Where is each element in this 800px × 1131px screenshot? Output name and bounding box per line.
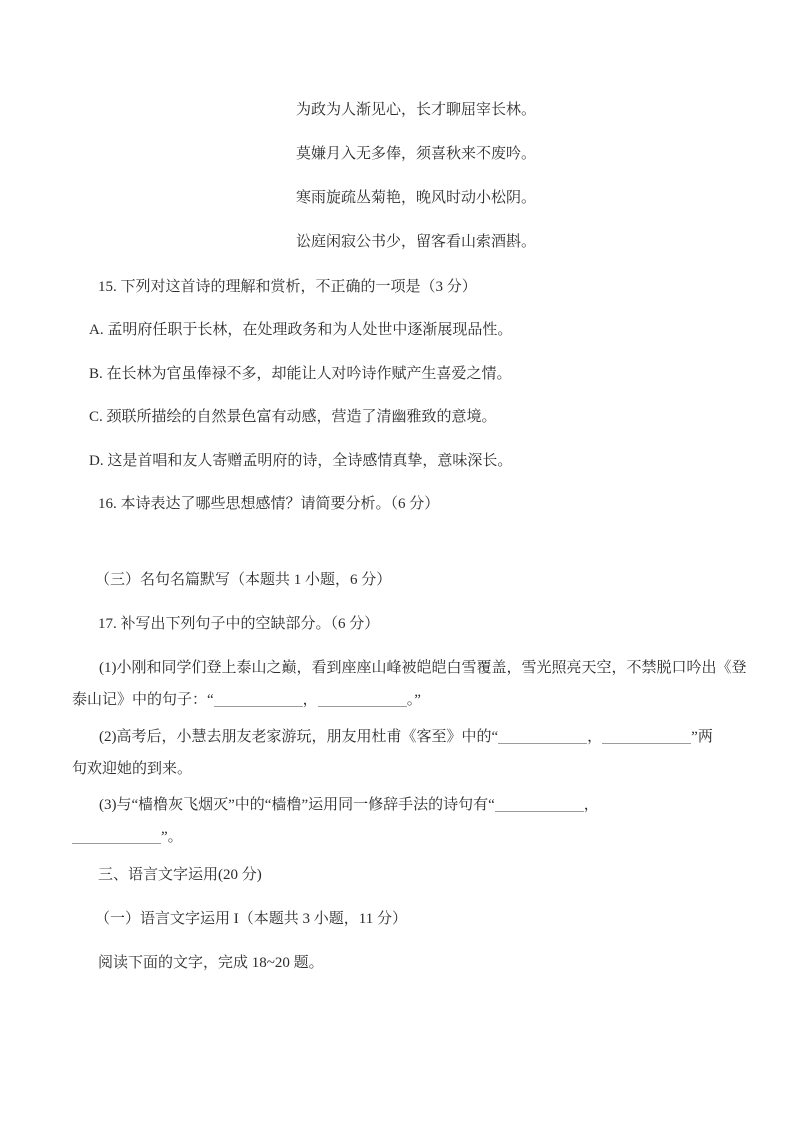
answer-blank [214,705,303,707]
question-16: 16. 本诗表达了哪些思想感情？请简要分析。（6 分） [98,496,440,512]
answer-blank [498,742,587,744]
poem-line-2: 莫嫌月入无多俸，须喜秋来不废吟。 [295,146,536,162]
poem-line-3: 寒雨旋疏丛菊艳，晚风时动小松阴。 [295,190,536,206]
subsection-yuyan-wenzi-1: （一）语言文字运用 I（本题共 3 小题，11 分） [95,911,407,927]
answer-blank [318,705,407,707]
question-15: 15. 下列对这首诗的理解和赏析，不正确的一项是（3 分） [98,279,477,295]
poem-line-1: 为政为人渐见心，长才聊屈宰长林。 [295,102,536,118]
poem-line-4: 讼庭闲寂公书少，留客看山索酒斟。 [295,234,536,250]
question-15-option-c: C. 颈联所描绘的自然景色富有动感，营造了清幽雅致的意境。 [89,409,497,425]
section-yuyan-wenzi: 三、语言文字运用(20 分) [98,867,262,883]
answer-blank [495,810,584,812]
answer-blank [602,742,691,744]
question-15-option-a: A. 孟明府任职于长林，在处理政务和为人处世中逐渐展现品性。 [89,322,513,338]
section-mingju-moxie: （三）名句名篇默写（本题共 1 小题，6 分） [95,572,392,588]
question-17-item-3-line-2: ”。 [72,827,183,848]
question-17-item-2-line-2: 句欢迎她的到来。 [72,761,193,777]
instruction-read-passage: 阅读下面的文字，完成 18~20 题。 [98,955,324,971]
question-17: 17. 补写出下列句子中的空缺部分。（6 分） [98,616,380,632]
question-17-item-2-line-1: (2)高考后，小慧去朋友老家游玩，朋友用杜甫《客至》中的“ ， ”两 [99,729,713,745]
question-17-item-1-line-2: 泰山记》中的句子：“ ， 。” [72,692,421,708]
question-15-option-b: B. 在长林为官虽俸禄不多，却能让人对吟诗作赋产生喜爱之情。 [89,366,512,382]
answer-blank [72,842,161,844]
question-15-option-d: D. 这是首唱和友人寄赠孟明府的诗，全诗感情真挚，意味深长。 [89,453,513,469]
question-17-item-3-line-1: (3)与“樯橹灰飞烟灭”中的“樯橹”运用同一修辞手法的诗句有“ ， [99,797,599,813]
question-17-item-1-line-1: (1)小刚和同学们登上泰山之巅，看到座座山峰被皑皑白雪覆盖，雪光照亮天空，不禁脱口吟出《登 [99,660,747,676]
